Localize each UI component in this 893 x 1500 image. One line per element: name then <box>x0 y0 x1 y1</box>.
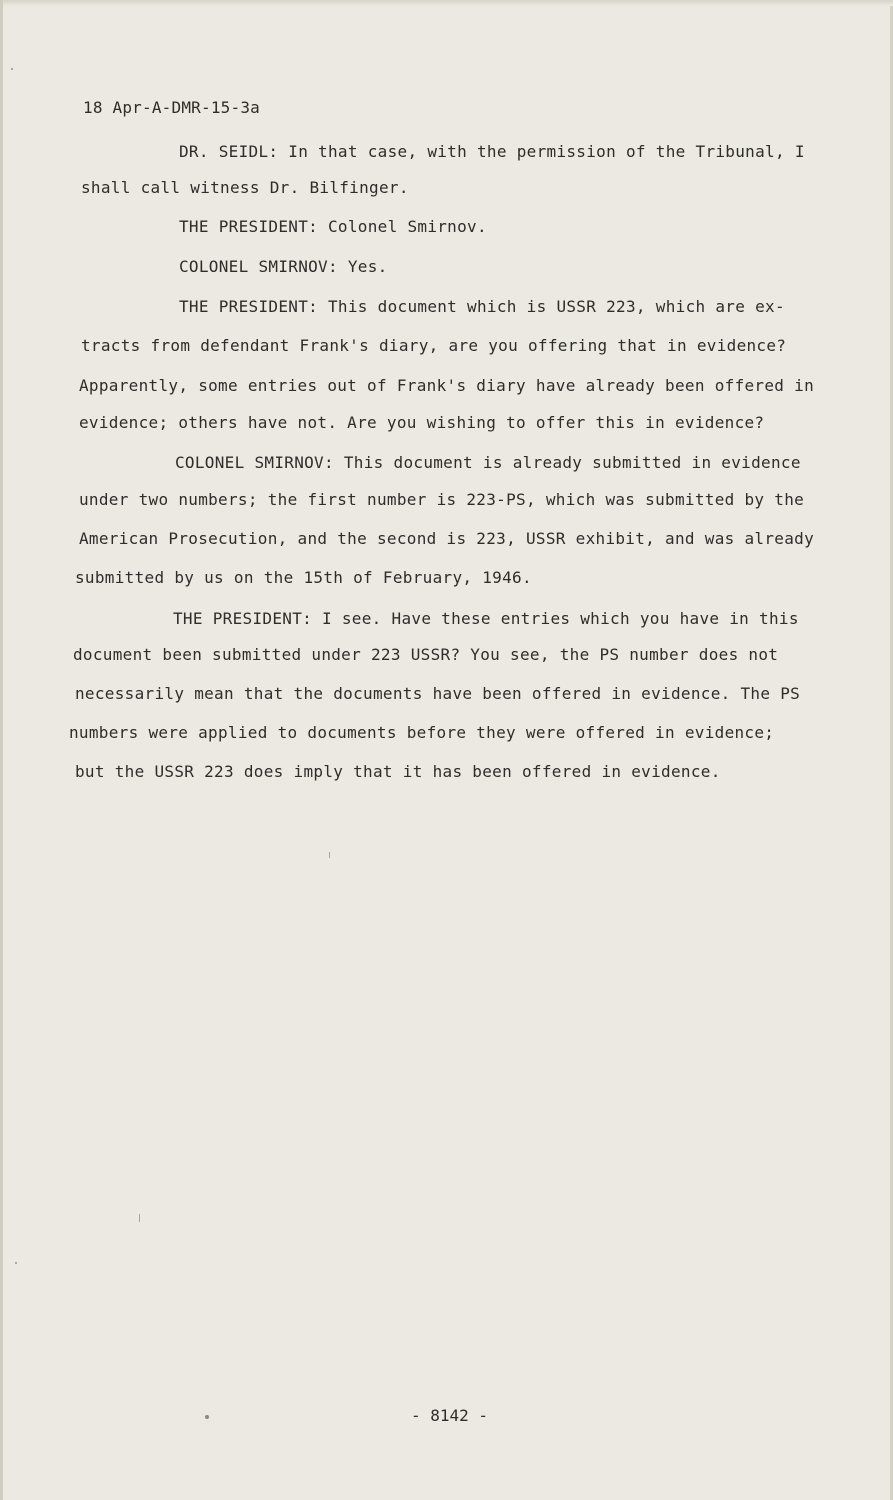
text-line: under two numbers; the first number is 223-PS, which was submitted by the <box>79 490 805 509</box>
paper-speck <box>11 68 13 70</box>
paper-speck <box>139 1214 140 1222</box>
text-line: THE PRESIDENT: I see. Have these entries which you have in this <box>173 609 799 628</box>
text-line: DR. SEIDL: In that case, with the permission of the Tribunal, I <box>179 142 805 161</box>
paper-speck <box>15 1262 17 1264</box>
paper-speck <box>329 852 330 858</box>
text-line: THE PRESIDENT: This document which is USSR 223, which are ex- <box>179 297 785 316</box>
text-line: submitted by us on the 15th of February, 1946. <box>75 568 532 587</box>
text-line: numbers were applied to documents before they were offered in evidence; <box>69 723 775 742</box>
page-top-edge <box>3 0 893 6</box>
text-line: shall call witness Dr. Bilfinger. <box>81 178 409 197</box>
text-line: necessarily mean that the documents have been offered in evidence. The PS <box>75 684 801 703</box>
text-line: document been submitted under 223 USSR? You see, the PS number does not <box>73 645 779 664</box>
text-line: but the USSR 223 does imply that it has been offered in evidence. <box>75 762 721 781</box>
text-line: COLONEL SMIRNOV: This document is already submitted in evidence <box>175 453 801 472</box>
text-line: American Prosecution, and the second is 223, USSR exhibit, and was already <box>79 529 815 548</box>
page-number: - 8142 - <box>410 1406 489 1425</box>
text-line: Apparently, some entries out of Frank's diary have already been offered in <box>79 376 815 395</box>
text-line: COLONEL SMIRNOV: Yes. <box>179 257 388 276</box>
text-line: THE PRESIDENT: Colonel Smirnov. <box>179 217 487 236</box>
document-reference: 18 Apr-A-DMR-15-3a <box>83 98 260 117</box>
text-line: evidence; others have not. Are you wishing to offer this in evidence? <box>79 413 765 432</box>
text-line: tracts from defendant Frank's diary, are you offering that in evidence? <box>81 336 787 355</box>
